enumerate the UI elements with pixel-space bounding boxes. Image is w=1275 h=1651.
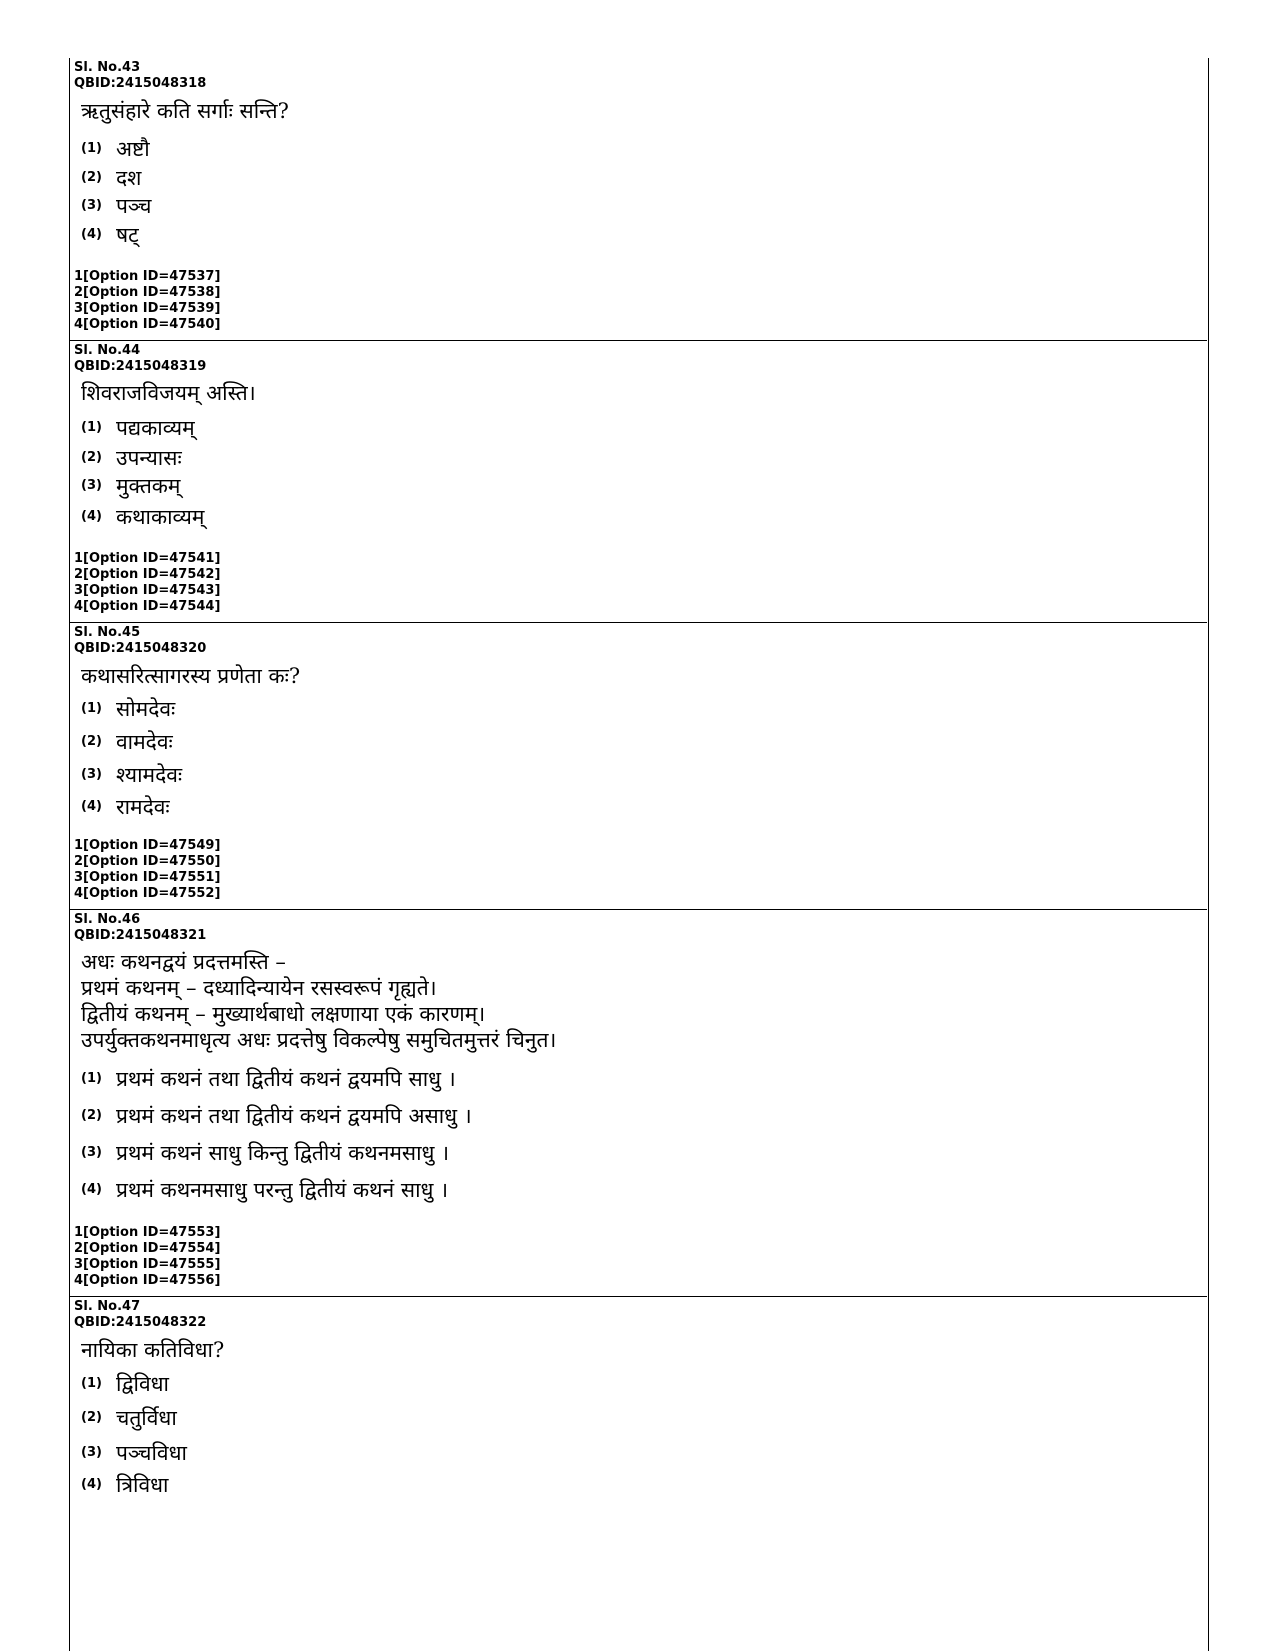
option-number: (4) bbox=[81, 227, 102, 242]
question-block bbox=[69, 58, 1207, 340]
option-number: (1) bbox=[81, 420, 102, 435]
qbid: QBID:2415048321 bbox=[74, 928, 207, 943]
question-text-line: उपर्युक्तकथनमाधृत्य अधः प्रदत्तेषु विकल्पेषु समुचितमुत्तरं चिनुत। bbox=[81, 1028, 557, 1052]
question-text: ऋतुसंहारे कति सर्गाः सन्ति? bbox=[81, 99, 289, 123]
option-id: 4[Option ID=47556] bbox=[74, 1273, 221, 1288]
question-text: नायिका कतिविधा? bbox=[81, 1338, 225, 1362]
option-number: (4) bbox=[81, 1477, 102, 1492]
option-id: 4[Option ID=47544] bbox=[74, 599, 221, 614]
serial-number: Sl. No.46 bbox=[74, 912, 141, 927]
option-id: 1[Option ID=47541] bbox=[74, 551, 221, 566]
question-block bbox=[69, 622, 1207, 909]
option-text: त्रिविधा bbox=[116, 1473, 169, 1497]
option-text: पञ्चविधा bbox=[116, 1441, 187, 1465]
question-text-line: प्रथमं कथनम् – दध्यादिन्यायेन रसस्वरूपं गृह्यते। bbox=[81, 976, 437, 1000]
option-number: (4) bbox=[81, 1182, 102, 1197]
option-id: 1[Option ID=47549] bbox=[74, 838, 221, 853]
option-text: प्रथमं कथनमसाधु परन्तु द्वितीयं कथनं साधु । bbox=[116, 1178, 449, 1202]
option-text: षट् bbox=[116, 223, 139, 247]
option-number: (2) bbox=[81, 734, 102, 749]
option-number: (3) bbox=[81, 198, 102, 213]
option-number: (4) bbox=[81, 509, 102, 524]
option-id: 2[Option ID=47538] bbox=[74, 285, 221, 300]
option-text: पद्यकाव्यम् bbox=[116, 416, 195, 440]
option-number: (3) bbox=[81, 1145, 102, 1160]
option-text: मुक्तकम् bbox=[116, 474, 181, 498]
option-text: उपन्यासः bbox=[116, 446, 182, 470]
option-number: (1) bbox=[81, 1071, 102, 1086]
question-block bbox=[69, 1296, 1207, 1536]
option-text: श्यामदेवः bbox=[116, 763, 183, 787]
qbid: QBID:2415048322 bbox=[74, 1315, 207, 1330]
option-id: 2[Option ID=47542] bbox=[74, 567, 221, 582]
option-text: द्विविधा bbox=[116, 1372, 169, 1396]
option-number: (3) bbox=[81, 1445, 102, 1460]
option-text: रामदेवः bbox=[116, 795, 170, 819]
option-number: (1) bbox=[81, 1376, 102, 1391]
option-number: (3) bbox=[81, 478, 102, 493]
option-id: 1[Option ID=47553] bbox=[74, 1225, 221, 1240]
option-id: 2[Option ID=47550] bbox=[74, 854, 221, 869]
question-block bbox=[69, 340, 1207, 622]
question-block bbox=[69, 909, 1207, 1296]
option-text: सोमदेवः bbox=[116, 697, 176, 721]
option-text: अष्टौ bbox=[116, 137, 150, 161]
option-id: 3[Option ID=47551] bbox=[74, 870, 221, 885]
option-id: 3[Option ID=47539] bbox=[74, 301, 221, 316]
option-text: पञ्च bbox=[116, 194, 152, 218]
option-text: दश bbox=[116, 166, 142, 190]
option-number: (2) bbox=[81, 1108, 102, 1123]
option-text: प्रथमं कथनं तथा द्वितीयं कथनं द्वयमपि असाधु । bbox=[116, 1104, 472, 1128]
option-text: प्रथमं कथनं साधु किन्तु द्वितीयं कथनमसाधु । bbox=[116, 1141, 450, 1165]
qbid: QBID:2415048320 bbox=[74, 641, 207, 656]
serial-number: Sl. No.45 bbox=[74, 625, 141, 640]
option-number: (2) bbox=[81, 450, 102, 465]
question-text-line: अधः कथनद्वयं प्रदत्तमस्ति – bbox=[81, 950, 286, 974]
option-number: (2) bbox=[81, 170, 102, 185]
option-id: 4[Option ID=47552] bbox=[74, 886, 221, 901]
question-text-line: द्वितीयं कथनम् – मुख्यार्थबाधो लक्षणाया एकं कारणम्। bbox=[81, 1002, 486, 1026]
option-number: (1) bbox=[81, 141, 102, 156]
option-number: (1) bbox=[81, 701, 102, 716]
option-id: 4[Option ID=47540] bbox=[74, 317, 221, 332]
option-text: प्रथमं कथनं तथा द्वितीयं कथनं द्वयमपि साधु । bbox=[116, 1067, 456, 1091]
serial-number: Sl. No.44 bbox=[74, 343, 141, 358]
serial-number: Sl. No.47 bbox=[74, 1299, 141, 1314]
question-text: शिवराजविजयम् अस्ति। bbox=[81, 381, 256, 405]
option-number: (4) bbox=[81, 799, 102, 814]
option-id: 2[Option ID=47554] bbox=[74, 1241, 221, 1256]
option-text: कथाकाव्यम् bbox=[116, 505, 205, 529]
option-number: (2) bbox=[81, 1410, 102, 1425]
option-id: 3[Option ID=47543] bbox=[74, 583, 221, 598]
qbid: QBID:2415048319 bbox=[74, 359, 207, 374]
option-text: चतुर्विधा bbox=[116, 1406, 177, 1430]
option-number: (3) bbox=[81, 767, 102, 782]
option-id: 3[Option ID=47555] bbox=[74, 1257, 221, 1272]
option-text: वामदेवः bbox=[116, 730, 173, 754]
option-id: 1[Option ID=47537] bbox=[74, 269, 221, 284]
serial-number: Sl. No.43 bbox=[74, 60, 141, 75]
question-text: कथासरित्सागरस्य प्रणेता कः? bbox=[81, 664, 301, 688]
qbid: QBID:2415048318 bbox=[74, 76, 207, 91]
